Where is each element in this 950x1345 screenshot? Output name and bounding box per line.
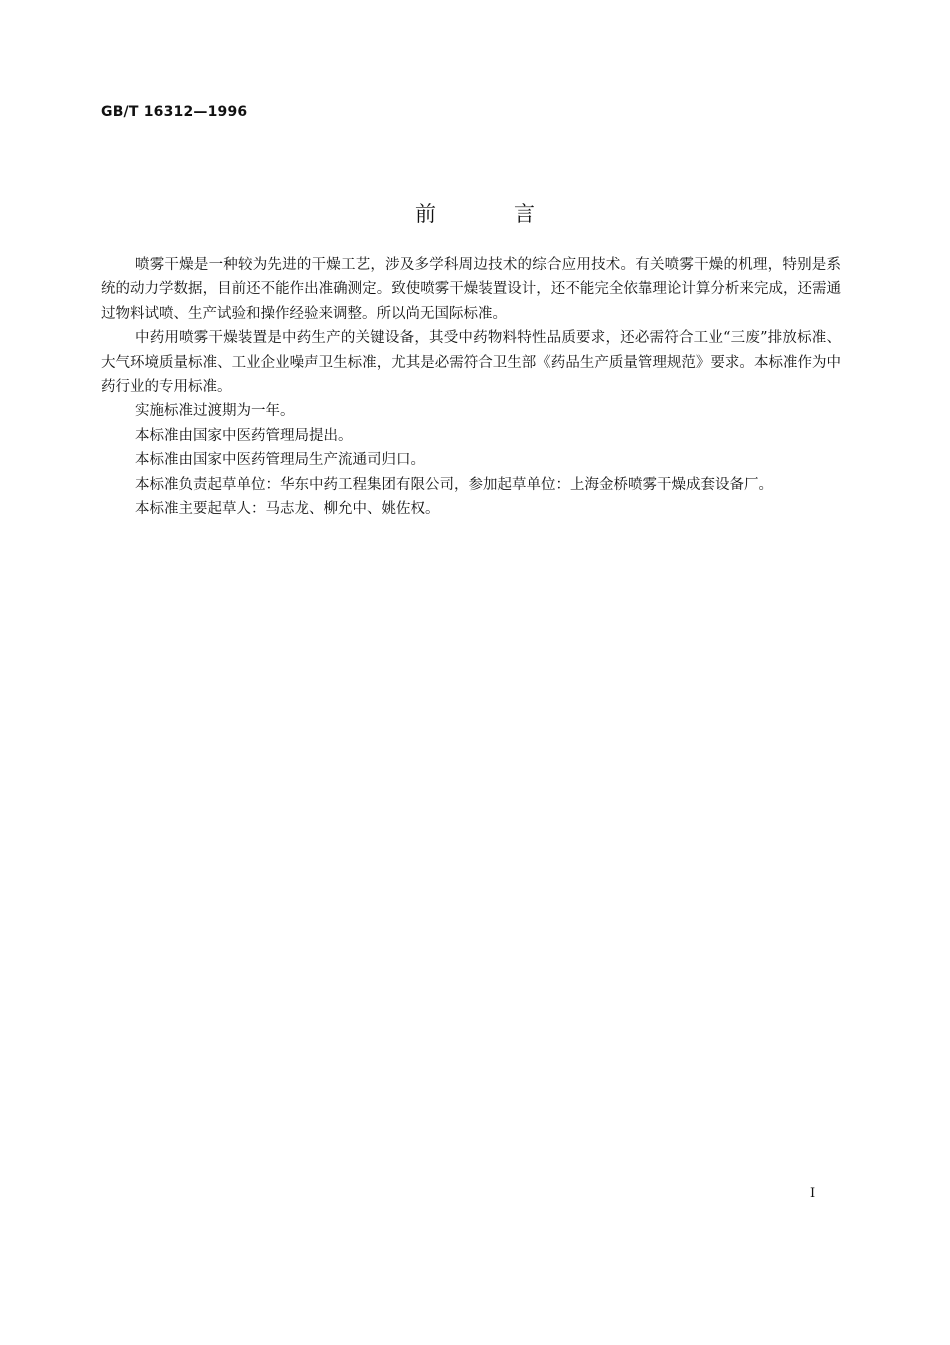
standard-number: GB/T 16312—1996 [101,104,248,120]
paragraph: 本标准由国家中医药管理局提出。 [135,427,353,444]
paragraph: 实施标准过渡期为一年。 [135,403,295,420]
title-char-2: 言 [514,202,535,226]
page-number: I [810,1186,816,1201]
paragraph: 中药用喷雾干燥装置是中药生产的关键设备，其受中药物料特性品质要求，还必需符合工业“三废”排放标准、大气环境质量标准、工业企业噪声卫生标准，尤其是必需符合卫生部《药品生产质量管理规范》要求。本标准作为中药行业的专用标准。 [101,330,841,396]
foreword-body [101,253,841,521]
title-char-1: 前 [415,202,436,226]
page-title [0,200,950,228]
paragraph: 喷雾干燥是一种较为先进的干燥工艺，涉及多学科周边技术的综合应用技术。有关喷雾干燥的机理，特别是系统的动力学数据，目前还不能作出准确测定。致使喷雾干燥装置设计，还不能完全依靠理论计算分析来完成，还需通过物料试喷、生产试验和操作经验来调整。所以尚无国际标准。 [101,257,841,322]
paragraph: 本标准由国家中医药管理局生产流通司归口。 [135,452,425,469]
paragraph: 本标准负责起草单位：华东中药工程集团有限公司，参加起草单位：上海金桥喷雾干燥成套设备厂。 [135,476,773,493]
paragraph: 本标准主要起草人：马志龙、柳允中、姚佐权。 [135,501,440,518]
